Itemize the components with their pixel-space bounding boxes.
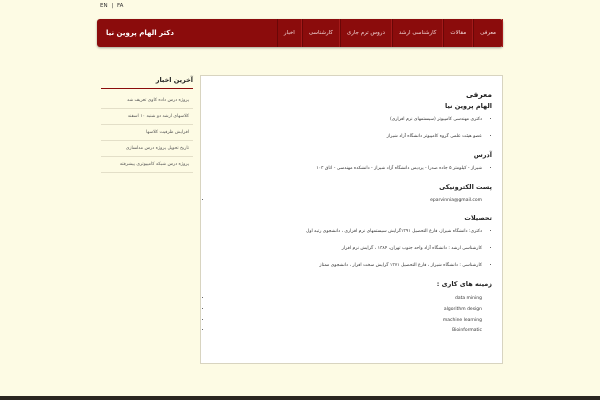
news-item-link[interactable]: پروژه درس داده کاوی تعریف شد [101, 93, 193, 109]
nav-item-current-courses[interactable]: دروس ترم جاری [340, 19, 392, 47]
email-link[interactable]: • eparvinnia@gmail.com [211, 198, 482, 204]
address-list [211, 166, 492, 172]
main-nav [277, 19, 503, 47]
list-item: • کارشناسی ارشد : دانشگاه آزاد واحد جنوب تهران، ۱۳۸۴ ، گرایش نرم افزار [211, 246, 482, 252]
list-item: • عضو هیئت علمی گروه کامپیوتر دانشگاه آزاد شیراز [211, 134, 482, 140]
lang-fa-link[interactable]: FA [116, 3, 124, 9]
person-name: الهام پروین نیا [444, 102, 492, 110]
footer-bar [0, 396, 600, 400]
address-text: • شیراز - کیلومتر ۵ جاده صدرا - پردیس دانشگاه آزاد شیراز - دانشکده مهندسی - اتاق ۱۰۳ [211, 166, 482, 172]
list-item: • دکتری مهندسی کامپیوتر (سیستمهای نرم افزاری) [211, 117, 482, 123]
lang-en-link[interactable]: EN [100, 3, 108, 9]
research-list [211, 296, 492, 334]
email-heading: پست الکترونیکی [439, 182, 492, 191]
main-content [200, 75, 503, 364]
email-list [211, 198, 492, 204]
list-item: • Bioinformatic [211, 328, 482, 334]
list-item: • machine learning [211, 318, 482, 324]
site-header [97, 19, 503, 47]
news-sidebar [101, 76, 193, 173]
news-item-link[interactable]: پروژه درس شبکه کامپیوتری پیشرفته [101, 157, 193, 173]
education-heading: تحصیلات [464, 214, 492, 223]
news-item-link[interactable]: کلاسهای ارشد دو شنبه ۱۰ اسفند [101, 109, 193, 125]
language-switcher [99, 3, 124, 9]
site-title[interactable]: دکتر الهام پروین نیا [106, 29, 174, 37]
nav-item-masters[interactable]: کارشناسی ارشد [392, 19, 444, 47]
nav-item-bachelors[interactable]: کارشناسی [302, 19, 340, 47]
list-item: • کارشناسی : دانشگاه شیراز ، فارغ التحصیل ۱۳۷۱ گرایش سخت افزار ، دانشجوی ممتاز [211, 263, 482, 269]
nav-item-news[interactable]: اخبار [277, 19, 302, 47]
list-item: • data mining [211, 296, 482, 302]
page-title: معرفی [465, 90, 492, 99]
list-item: • دکتری: دانشگاه شیراز، فارغ التحصیل ۱۳۹۱گرایش سیستمهای نرم افزاری ، دانشجوی رتبه اول [211, 229, 482, 235]
news-item-link[interactable]: تاریخ تحویل پروژه درس مدلسازی [101, 141, 193, 157]
list-item: • algorithm design [211, 307, 482, 313]
research-heading: زمینه های کاری : [436, 279, 492, 288]
lang-separator: | [111, 3, 114, 9]
sidebar-title: آخرین اخبار [101, 76, 193, 89]
nav-item-intro[interactable]: معرفی [473, 19, 503, 47]
nav-item-articles[interactable]: مقالات [443, 19, 473, 47]
news-list [101, 93, 193, 173]
intro-list [211, 117, 492, 140]
education-list [211, 229, 492, 269]
address-heading: آدرس [473, 150, 492, 159]
news-item-link[interactable]: افزایش ظرفیت کلاسها [101, 125, 193, 141]
